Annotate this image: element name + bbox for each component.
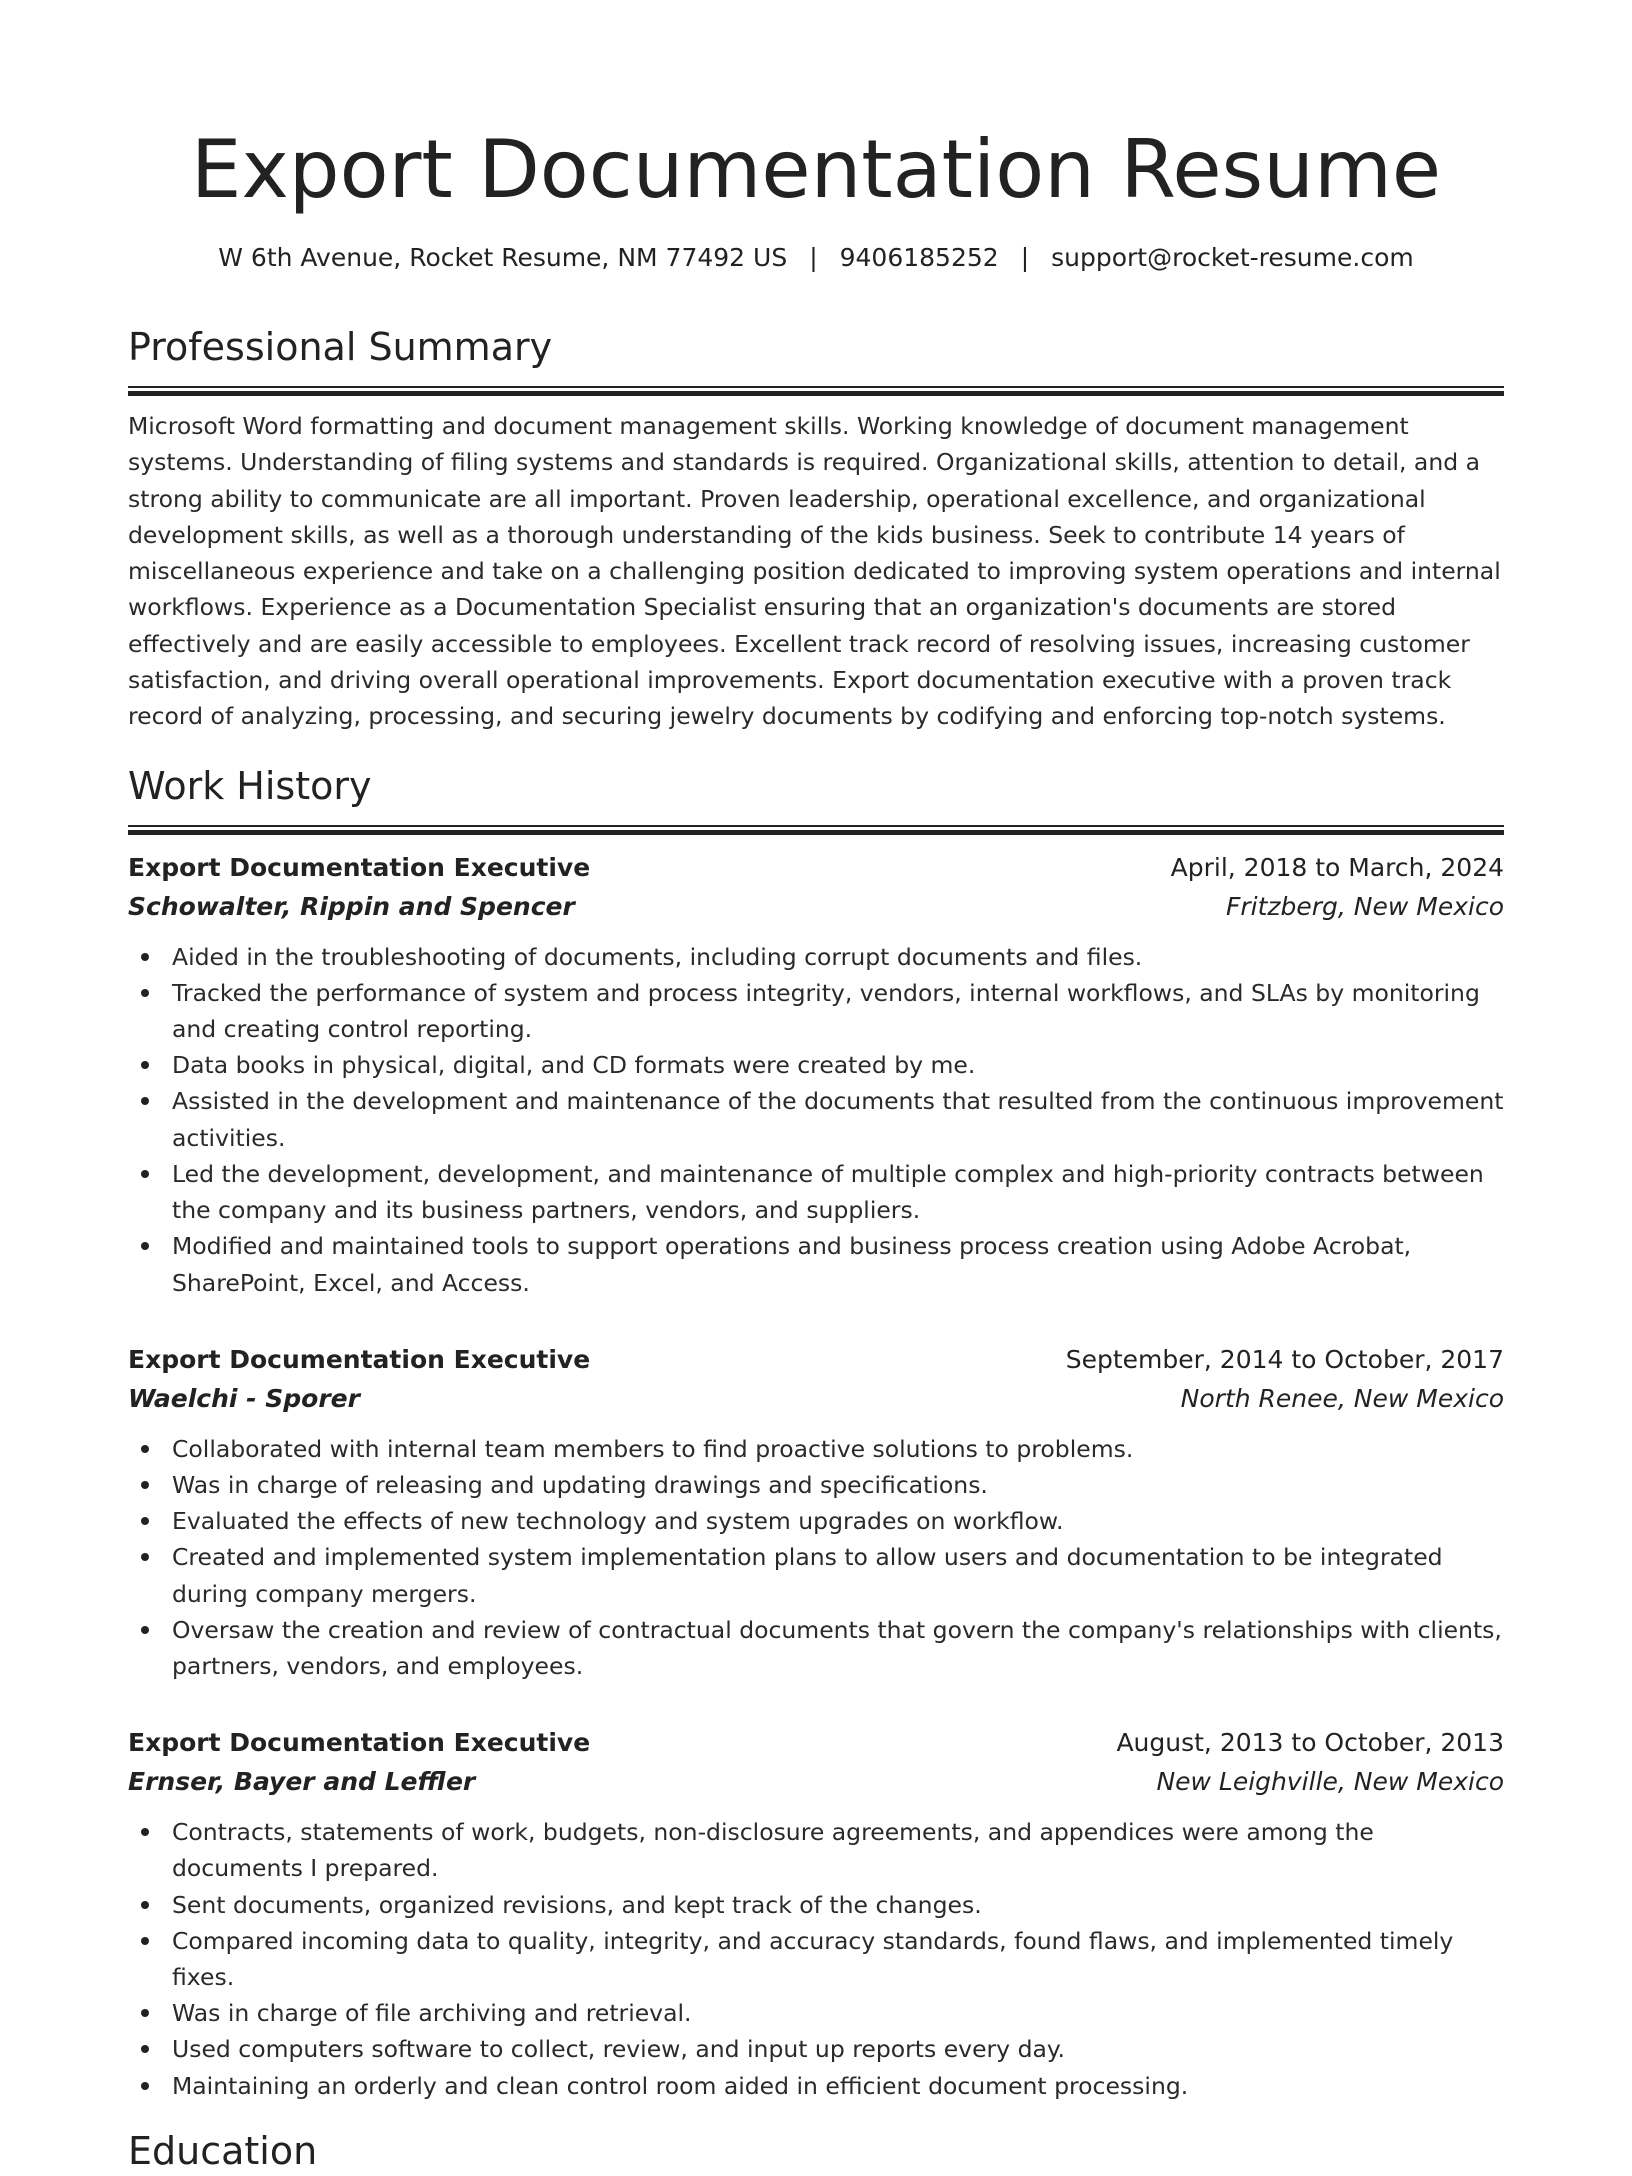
job-company: Schowalter, Rippin and Spencer — [128, 891, 575, 921]
bullet-icon — [141, 1626, 149, 1634]
job-bullet: Sent documents, organized revisions, and kept track of the changes. — [128, 1887, 1504, 1923]
job-entry — [128, 1341, 1504, 1684]
contact-separator: | — [809, 243, 818, 272]
job-bullet: Aided in the troubleshooting of documents, including corrupt documents and files. — [128, 939, 1504, 975]
section-divider — [128, 386, 1504, 396]
job-bullet: Was in charge of file archiving and retrieval. — [128, 1995, 1504, 2031]
job-entry — [128, 1724, 1504, 2104]
job-location: North Renee, New Mexico — [1180, 1383, 1504, 1413]
professional-summary-section — [128, 322, 1504, 735]
job-bullet-list — [128, 1431, 1504, 1684]
bullet-icon — [141, 2082, 149, 2090]
contact-address: W 6th Avenue, Rocket Resume, NM 77492 US — [218, 243, 788, 272]
job-bullet: Oversaw the creation and review of contractual documents that govern the company's relationships with clients, partners, vendors, and employees. — [128, 1612, 1504, 1684]
section-divider — [128, 825, 1504, 835]
job-bullet: Assisted in the development and maintenance of the documents that resulted from the continuous improvement activities. — [128, 1083, 1504, 1155]
contact-line — [128, 240, 1504, 276]
bullet-icon — [141, 1937, 149, 1945]
section-title-work-history: Work History — [128, 763, 372, 808]
job-title: Export Documentation Executive — [128, 1344, 591, 1374]
section-title-education: Education — [128, 2128, 318, 2173]
job-bullet: Led the development, development, and maintenance of multiple complex and high-priority contracts between the company and its business partners, vendors, and suppliers. — [128, 1156, 1504, 1228]
job-location: New Leighville, New Mexico — [1156, 1767, 1504, 1797]
job-bullet: Compared incoming data to quality, integrity, and accuracy standards, found flaws, and implemented timely fixes. — [128, 1923, 1504, 1995]
job-bullet: Was in charge of releasing and updating drawings and specifications. — [128, 1467, 1504, 1503]
resume-page — [128, 0, 1504, 2176]
education-section — [128, 2126, 1504, 2176]
bullet-icon — [141, 1445, 149, 1453]
bullet-icon — [141, 1553, 149, 1561]
job-company: Waelchi - Sporer — [128, 1383, 360, 1413]
job-entry — [128, 849, 1504, 1301]
contact-email[interactable]: support@rocket-resume.com — [1051, 243, 1414, 272]
bullet-icon — [141, 2009, 149, 2017]
job-bullet: Modified and maintained tools to support operations and business process creation using Adobe Acrobat, SharePoint, Excel, and Access. — [128, 1228, 1504, 1300]
job-location: Fritzberg, New Mexico — [1225, 891, 1504, 921]
bullet-icon — [141, 1517, 149, 1525]
job-bullet: Maintaining an orderly and clean control room aided in efficient document processing. — [128, 2068, 1504, 2104]
job-title: Export Documentation Executive — [128, 852, 591, 882]
bullet-icon — [141, 1097, 149, 1105]
bullet-icon — [141, 1170, 149, 1178]
job-bullet: Created and implemented system implementation plans to allow users and documentation to be integrated during company mergers. — [128, 1539, 1504, 1611]
job-title: Export Documentation Executive — [128, 1728, 591, 1758]
resume-title: Export Documentation Resume — [190, 123, 1442, 216]
job-bullet: Evaluated the effects of new technology and system upgrades on workflow. — [128, 1503, 1504, 1539]
bullet-icon — [141, 1481, 149, 1489]
bullet-icon — [141, 2045, 149, 2053]
bullet-icon — [141, 953, 149, 961]
job-company: Ernser, Bayer and Leffler — [128, 1767, 476, 1797]
bullet-icon — [141, 1828, 149, 1836]
contact-phone[interactable]: 9406185252 — [839, 243, 999, 272]
contact-separator: | — [1020, 243, 1030, 272]
bullet-icon — [141, 989, 149, 997]
bullet-icon — [141, 1901, 149, 1909]
job-dates: August, 2013 to October, 2013 — [1116, 1728, 1504, 1758]
job-bullet: Collaborated with internal team members to find proactive solutions to problems. — [128, 1431, 1504, 1467]
job-bullet-list — [128, 939, 1504, 1301]
job-bullet-list — [128, 1814, 1504, 2104]
job-dates: April, 2018 to March, 2024 — [1170, 852, 1504, 882]
job-bullet: Used computers software to collect, review, and input up reports every day. — [128, 2031, 1504, 2067]
bullet-icon — [141, 1061, 149, 1069]
work-history-section — [128, 761, 1504, 2104]
job-bullet: Data books in physical, digital, and CD formats were created by me. — [128, 1047, 1504, 1083]
job-dates: September, 2014 to October, 2017 — [1065, 1344, 1504, 1374]
job-bullet: Contracts, statements of work, budgets, non-disclosure agreements, and appendices were among the documents I prepared. — [128, 1814, 1504, 1886]
summary-paragraph: Microsoft Word formatting and document management skills. Working knowledge of document management systems. Understanding of filing systems and standards is required. Organizational skills, attention to detail, and a strong ability to communicate are all important. Proven leadership, operational excellence, and organizational development skills, as well as a thorough understanding of the kids business. Seek to contribute 14 years of miscellaneous experience and take on a challenging position dedicated to improving system operations and internal workflows. Experience as a Documentation Specialist ensuring that an organization's documents are stored effectively and are easily accessible to employees. Excellent track record of resolving issues, increasing customer satisfaction, and driving overall operational improvements. Export documentation executive with a proven track record of analyzing, processing, and securing jewelry documents by codifying and enforcing top-notch systems. — [128, 412, 1501, 731]
section-title-summary: Professional Summary — [128, 325, 553, 369]
bullet-icon — [141, 1242, 149, 1250]
job-bullet: Tracked the performance of system and process integrity, vendors, internal workflows, and SLAs by monitoring and creating control reporting. — [128, 975, 1504, 1047]
